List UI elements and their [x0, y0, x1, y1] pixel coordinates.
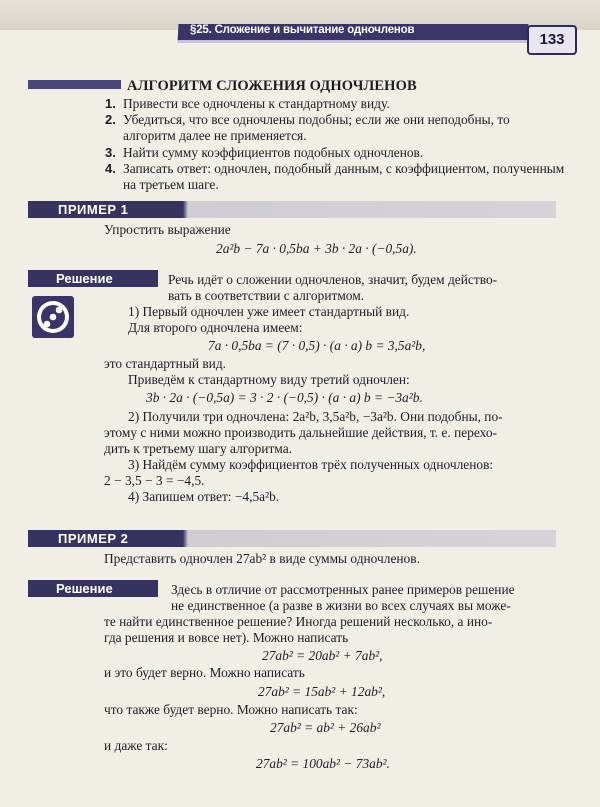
algorithm-step: 1. Привести все одночлены к стандартному виду.: [105, 96, 390, 111]
solution-2-text: что также будет верно. Можно написать так:: [104, 702, 358, 717]
example-2-solution-label: Решение: [28, 580, 158, 597]
solution-2-text: Здесь в отличие от рассмотренных ранее примеров решение: [171, 582, 515, 597]
solution-1-step-2: дить к третьему шагу алгоритма.: [104, 441, 292, 456]
solution-1-step-2: 2) Получили три одночлена: 2a²b, 3,5a²b, −3a²b. Они подобны, по-: [128, 409, 503, 424]
solution-1-step-4: 4) Запишем ответ: −4,5a²b.: [128, 489, 280, 504]
solution-1-step-3: 2 − 3,5 − 3 = −4,5.: [104, 473, 205, 488]
example-1-solution-label: Решение: [28, 270, 158, 287]
algorithm-title: АЛГОРИТМ СЛОЖЕНИЯ ОДНОЧЛЕНОВ: [127, 78, 417, 94]
solution-2-text: гда решения и вовсе нет). Можно написать: [104, 630, 349, 645]
solution-1-text: Для второго одночлена имеем:: [128, 320, 303, 335]
algorithm-steps: [105, 96, 565, 193]
algorithm-marker-bar: [28, 80, 121, 89]
solution-1-step-1: 1) Первый одночлен уже имеет стандартный вид.: [128, 304, 410, 319]
section-title: §25. Сложение и вычитание одночленов: [190, 24, 415, 36]
solution-1-step-3: 3) Найдём сумму коэффициентов трёх полученных одночленов:: [128, 457, 494, 472]
example-1-expression: 2a²b − 7a · 0,5ba + 3b · 2a · (−0,5a).: [216, 241, 417, 256]
solution-2-formula: 27ab² = 15ab² + 12ab²,: [258, 684, 386, 699]
scroll-dots-icon: [32, 296, 74, 338]
solution-1-formula: 7a · 0,5ba = (7 · 0,5) · (a · a) b = 3,5a²b,: [208, 338, 426, 353]
example-1-banner: [28, 201, 556, 218]
solution-2-formula: 27ab² = 20ab² + 7ab²,: [262, 648, 383, 663]
solution-1-formula: 3b · 2a · (−0,5a) = 3 · 2 · (−0,5) · (a · a) b = −3a²b.: [146, 390, 423, 405]
example-2-banner: [28, 530, 556, 547]
solution-2-text: те найти единственное решение? Иногда решений несколько, а ино-: [104, 614, 493, 629]
example-1-task: Упростить выражение: [104, 222, 231, 237]
solution-1-text: это стандартный вид.: [104, 356, 226, 371]
solution-1-intro-line: вать в соответствии с алгоритмом.: [168, 288, 365, 303]
algorithm-step: 3. Найти сумму коэффициентов подобных одночленов.: [105, 144, 424, 160]
solution-1-intro-line: Речь идёт о сложении одночленов, значит, будем действо-: [168, 272, 498, 287]
solution-1-text: Приведём к стандартному виду третий одночлен:: [128, 372, 410, 387]
solution-2-formula: 27ab² = 100ab² − 73ab².: [256, 756, 390, 771]
solution-2-text: и это будет верно. Можно написать: [104, 665, 305, 680]
example-1-label: ПРИМЕР 1: [58, 202, 129, 217]
algorithm-step: 4. Записать ответ: одночлен, подобный данным, с коэффициентом, полученным на третьем шаге.: [105, 160, 565, 193]
solution-2-text: не единственное (а разве в жизни во всех случаях вы може-: [171, 598, 511, 613]
solution-2-text: и даже так:: [104, 738, 168, 753]
algorithm-step: 2. Убедиться, что все одночлены подобны; если же они неподобны, то алгоритм далее не применяется.: [105, 112, 510, 144]
solution-2-formula: 27ab² = ab² + 26ab²: [270, 720, 381, 735]
solution-1-step-2: этому с ними можно производить дальнейшие действия, т. е. перехо-: [104, 425, 497, 440]
page-number: 133: [527, 25, 577, 55]
example-2-task: Представить одночлен 27ab² в виде суммы одночленов.: [104, 551, 420, 566]
example-2-label: ПРИМЕР 2: [58, 531, 129, 546]
